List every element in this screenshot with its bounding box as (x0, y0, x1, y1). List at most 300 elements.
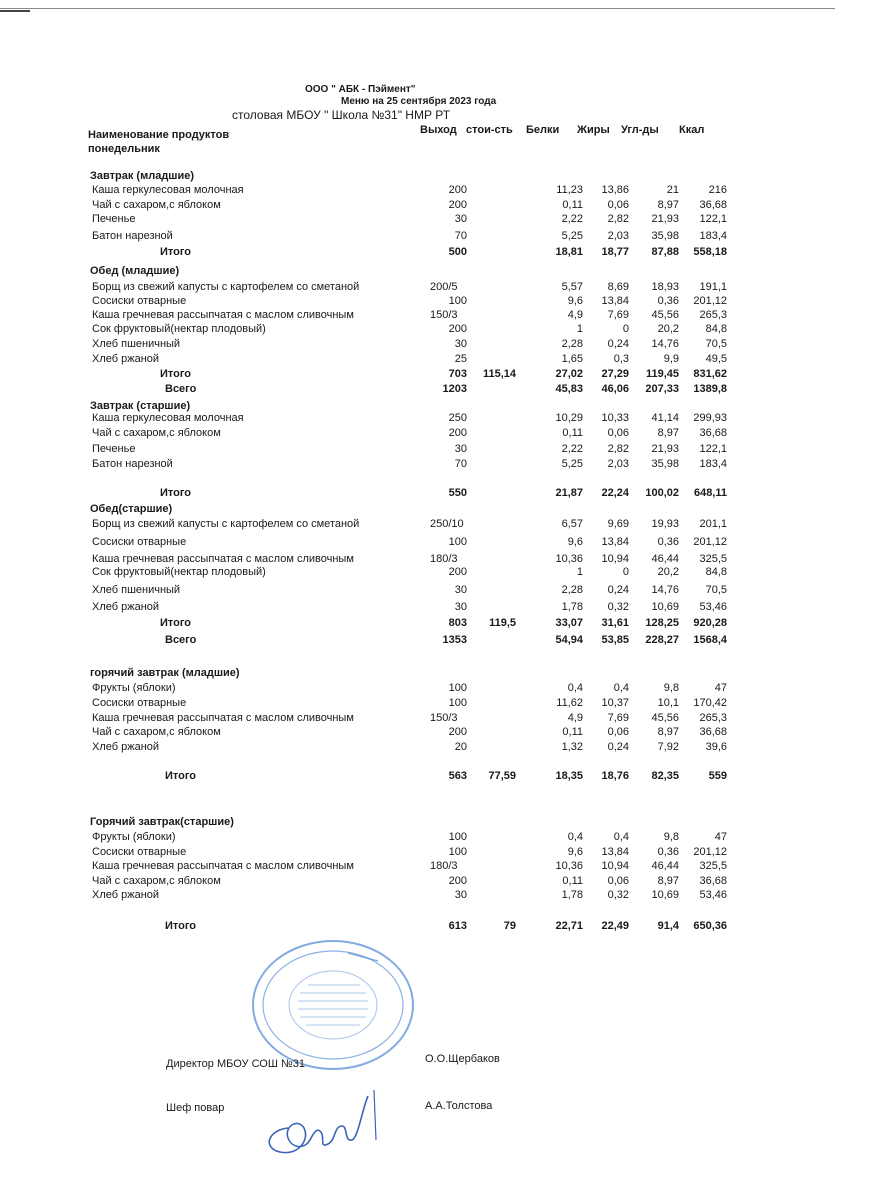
fat-value: 0,24 (607, 584, 629, 596)
table-row (0, 697, 873, 712)
total-row (0, 770, 873, 785)
carbs-value: 82,35 (651, 770, 679, 782)
protein-value: 0,11 (562, 875, 583, 887)
protein-value: 0,4 (567, 831, 583, 843)
kcal-value: 84,8 (705, 566, 727, 578)
product-name: Сосиски отварные (92, 295, 187, 307)
carbs-value: 8,97 (657, 726, 679, 738)
column-header-kcal: Ккал (679, 124, 705, 136)
product-name: Сосиски отварные (92, 697, 187, 709)
kcal-value: 201,12 (693, 295, 727, 307)
product-name: Хлеб ржаной (92, 353, 160, 365)
product-name: Сок фруктовый(нектар плодовый) (92, 566, 266, 578)
output-value: 100 (448, 697, 467, 709)
carbs-value: 87,88 (651, 246, 679, 258)
table-row (0, 338, 873, 353)
fat-value: 0 (622, 323, 629, 335)
carbs-value: 45,56 (651, 712, 679, 724)
chef-signature (258, 1090, 388, 1160)
output-value: 25 (454, 353, 467, 365)
total-row (0, 368, 873, 383)
section-header-row (0, 503, 873, 518)
carbs-value: 8,97 (657, 875, 679, 887)
kcal-value: 49,5 (705, 353, 727, 365)
company-name: ООО " АБК - Пэймент" (305, 84, 416, 95)
fat-value: 13,84 (601, 846, 629, 858)
product-name: Итого (160, 246, 192, 258)
column-header-carbs: Угл-ды (621, 124, 659, 136)
school-seal-stamp (248, 935, 418, 1075)
fat-value: 0,32 (607, 889, 629, 901)
protein-value: 11,62 (556, 697, 583, 709)
product-name: Каша гречневая рассыпчатая с маслом сливочным (92, 712, 354, 724)
kcal-value: 47 (714, 831, 727, 843)
protein-value: 27,02 (555, 368, 583, 380)
output-value: 200 (448, 566, 467, 578)
table-row (0, 682, 873, 697)
kcal-value: 831,62 (693, 368, 727, 380)
product-name: Сосиски отварные (92, 536, 187, 548)
kcal-value: 36,68 (699, 427, 727, 439)
fat-value: 18,77 (601, 246, 629, 258)
fat-value: 0,06 (607, 726, 629, 738)
output-value: 150/3 (430, 712, 458, 724)
output-value: 250/10 (430, 518, 464, 530)
carbs-value: 10,69 (651, 889, 679, 901)
kcal-value: 558,18 (693, 246, 727, 258)
output-value: 30 (454, 338, 467, 350)
product-name: Завтрак (младшие) (90, 170, 195, 182)
protein-value: 10,36 (555, 860, 583, 872)
kcal-value: 201,1 (699, 518, 727, 530)
output-value: 200 (448, 726, 467, 738)
table-row (0, 584, 873, 599)
carbs-value: 21 (666, 184, 679, 196)
protein-value: 4,9 (567, 712, 583, 724)
fat-value: 0,32 (607, 601, 629, 613)
total-row (0, 487, 873, 502)
output-value: 30 (454, 213, 467, 225)
total-row (0, 617, 873, 632)
carbs-value: 19,93 (651, 518, 679, 530)
carbs-value: 0,36 (657, 536, 679, 548)
product-name: Чай с сахаром,с яблоком (92, 726, 221, 738)
fat-value: 0,06 (607, 199, 629, 211)
carbs-value: 228,27 (645, 634, 679, 646)
fat-value: 0,24 (607, 741, 629, 753)
column-header-name-label: Наименование продуктов (88, 129, 230, 141)
fat-value: 0,3 (613, 353, 629, 365)
kcal-value: 70,5 (705, 584, 727, 596)
protein-value: 9,6 (567, 536, 583, 548)
fat-value: 0,4 (613, 831, 629, 843)
fat-value: 0,06 (607, 427, 629, 439)
output-value: 200 (448, 199, 467, 211)
protein-value: 21,87 (555, 487, 583, 499)
kcal-value: 53,46 (699, 601, 727, 613)
kcal-value: 650,36 (693, 920, 727, 932)
table-row (0, 230, 873, 245)
protein-value: 0,11 (562, 726, 583, 738)
table-row (0, 846, 873, 861)
protein-value: 18,35 (555, 770, 583, 782)
output-value: 30 (454, 443, 467, 455)
product-name: Хлеб пшеничный (92, 584, 181, 596)
fat-value: 27,29 (601, 368, 629, 380)
carbs-value: 9,8 (663, 831, 679, 843)
protein-value: 33,07 (555, 617, 583, 629)
kcal-value: 1568,4 (693, 634, 727, 646)
carbs-value: 91,4 (657, 920, 679, 932)
product-name: Каша гречневая рассыпчатая с маслом сливочным (92, 860, 354, 872)
protein-value: 1 (576, 566, 583, 578)
output-value: 250 (448, 412, 467, 424)
kcal-value: 170,42 (693, 697, 727, 709)
table-row (0, 412, 873, 427)
protein-value: 9,6 (567, 846, 583, 858)
carbs-value: 35,98 (651, 230, 679, 242)
protein-value: 0,11 (562, 199, 583, 211)
output-value: 200 (448, 875, 467, 887)
protein-value: 5,25 (561, 458, 583, 470)
director-label: Директор МБОУ СОШ №31 (166, 1058, 306, 1070)
kcal-value: 36,68 (699, 199, 727, 211)
table-row (0, 184, 873, 199)
output-value: 70 (454, 458, 467, 470)
output-value: 500 (448, 246, 467, 258)
product-name: Борщ из свежий капусты с картофелем со сметаной (92, 518, 360, 530)
section-header-row (0, 816, 873, 831)
product-name: Чай с сахаром,с яблоком (92, 875, 221, 887)
product-name: Итого (160, 617, 192, 629)
product-name: Итого (165, 920, 197, 932)
output-value: 200 (448, 427, 467, 439)
fat-value: 31,61 (601, 617, 629, 629)
director-name: О.О.Щербаков (425, 1053, 500, 1065)
column-header-day: понедельник (88, 143, 160, 155)
protein-value: 9,6 (567, 295, 583, 307)
product-name: Итого (165, 770, 197, 782)
fat-value: 10,94 (601, 860, 629, 872)
output-value: 150/3 (430, 309, 458, 321)
chef-label: Шеф повар (166, 1102, 225, 1114)
scan-edge-line (0, 8, 835, 9)
carbs-value: 0,36 (657, 295, 679, 307)
product-name: Батон нарезной (92, 458, 173, 470)
product-name: Хлеб ржаной (92, 741, 160, 753)
carbs-value: 35,98 (651, 458, 679, 470)
table-row (0, 353, 873, 368)
section-header-row (0, 265, 873, 280)
kcal-value: 559 (708, 770, 727, 782)
table-row (0, 295, 873, 310)
product-name: Итого (160, 487, 192, 499)
table-row (0, 536, 873, 551)
product-name: Сосиски отварные (92, 846, 187, 858)
column-header-cost: стои-сть (466, 124, 513, 136)
fat-value: 0,24 (607, 338, 629, 350)
column-header-protein: Белки (526, 124, 560, 136)
output-value: 100 (448, 846, 467, 858)
carbs-value: 128,25 (645, 617, 679, 629)
kcal-value: 36,68 (699, 726, 727, 738)
protein-value: 1 (576, 323, 583, 335)
fat-value: 9,69 (607, 518, 629, 530)
product-name: Хлеб ржаной (92, 889, 160, 901)
table-row (0, 726, 873, 741)
carbs-value: 21,93 (651, 213, 679, 225)
output-value: 100 (448, 536, 467, 548)
output-value: 563 (448, 770, 467, 782)
carbs-value: 14,76 (651, 584, 679, 596)
output-value: 703 (448, 368, 467, 380)
product-name: Итого (160, 368, 192, 380)
product-name: Чай с сахаром,с яблоком (92, 199, 221, 211)
fat-value: 2,03 (607, 458, 629, 470)
carbs-value: 0,36 (657, 846, 679, 858)
protein-value: 2,28 (561, 584, 583, 596)
table-row (0, 213, 873, 228)
carbs-value: 20,2 (657, 566, 679, 578)
kcal-value: 325,5 (699, 860, 727, 872)
column-header-output: Выход (420, 124, 457, 136)
total-row (0, 246, 873, 261)
table-row (0, 281, 873, 296)
carbs-value: 7,92 (657, 741, 679, 753)
carbs-value: 45,56 (651, 309, 679, 321)
fat-value: 2,82 (607, 213, 629, 225)
cost-value: 115,14 (482, 368, 516, 380)
protein-value: 18,81 (555, 246, 583, 258)
table-row (0, 860, 873, 875)
carbs-value: 207,33 (645, 383, 679, 395)
fat-value: 10,94 (601, 553, 629, 565)
kcal-value: 183,4 (699, 458, 727, 470)
product-name: Печенье (92, 443, 136, 455)
carbs-value: 8,97 (657, 199, 679, 211)
kcal-value: 39,6 (705, 741, 727, 753)
fat-value: 22,49 (601, 920, 629, 932)
protein-value: 5,25 (561, 230, 583, 242)
output-value: 100 (448, 295, 467, 307)
menu-date: Меню на 25 сентября 2023 года (341, 96, 497, 107)
kcal-value: 201,12 (693, 536, 727, 548)
product-name: Всего (165, 383, 197, 395)
kcal-value: 648,11 (693, 487, 727, 499)
kcal-value: 47 (714, 682, 727, 694)
kcal-value: 122,1 (699, 213, 727, 225)
product-name: Хлеб пшеничный (92, 338, 181, 350)
product-name: Каша геркулесовая молочная (92, 412, 244, 424)
fat-value: 7,69 (607, 309, 629, 321)
table-row (0, 601, 873, 616)
kcal-value: 265,3 (699, 712, 727, 724)
product-name: Фрукты (яблоки) (92, 682, 176, 694)
protein-value: 2,22 (561, 443, 583, 455)
scan-edge-mark (0, 10, 30, 12)
protein-value: 2,22 (561, 213, 583, 225)
kcal-value: 183,4 (699, 230, 727, 242)
fat-value: 46,06 (601, 383, 629, 395)
table-row (0, 323, 873, 338)
product-name: Фрукты (яблоки) (92, 831, 176, 843)
table-row (0, 875, 873, 890)
carbs-value: 41,14 (651, 412, 679, 424)
carbs-value: 119,45 (645, 368, 679, 380)
output-value: 200 (448, 184, 467, 196)
total-row (0, 634, 873, 649)
carbs-value: 46,44 (651, 860, 679, 872)
kcal-value: 920,28 (693, 617, 727, 629)
output-value: 1203 (442, 383, 467, 395)
column-header-name (88, 128, 229, 156)
kcal-value: 201,12 (693, 846, 727, 858)
fat-value: 53,85 (601, 634, 629, 646)
kcal-value: 265,3 (699, 309, 727, 321)
output-value: 803 (448, 617, 467, 629)
carbs-value: 10,1 (657, 697, 679, 709)
fat-value: 18,76 (601, 770, 629, 782)
product-name: Горячий завтрак(старшие) (90, 816, 234, 828)
section-header-row (0, 667, 873, 682)
product-name: Батон нарезной (92, 230, 173, 242)
kcal-value: 122,1 (699, 443, 727, 455)
output-value: 550 (448, 487, 467, 499)
kcal-value: 84,8 (705, 323, 727, 335)
product-name: Хлеб ржаной (92, 601, 160, 613)
protein-value: 1,32 (561, 741, 583, 753)
table-row (0, 199, 873, 214)
product-name: Обед (младшие) (90, 265, 180, 277)
kcal-value: 36,68 (699, 875, 727, 887)
protein-value: 11,23 (556, 184, 583, 196)
table-row (0, 889, 873, 904)
table-row (0, 309, 873, 324)
protein-value: 0,4 (567, 682, 583, 694)
protein-value: 45,83 (555, 383, 583, 395)
fat-value: 2,03 (607, 230, 629, 242)
kcal-value: 299,93 (693, 412, 727, 424)
table-row (0, 458, 873, 473)
kcal-value: 191,1 (699, 281, 727, 293)
carbs-value: 9,9 (663, 353, 679, 365)
kcal-value: 325,5 (699, 553, 727, 565)
kcal-value: 53,46 (699, 889, 727, 901)
product-name: Чай с сахаром,с яблоком (92, 427, 221, 439)
table-row (0, 741, 873, 756)
cost-value: 119,5 (489, 617, 516, 629)
product-name: Каша геркулесовая молочная (92, 184, 244, 196)
output-value: 20 (454, 741, 467, 753)
product-name: Обед(старшие) (90, 503, 173, 515)
protein-value: 5,57 (561, 281, 583, 293)
output-value: 30 (454, 889, 467, 901)
product-name: Каша гречневая рассыпчатая с маслом сливочным (92, 553, 354, 565)
protein-value: 54,94 (555, 634, 583, 646)
carbs-value: 100,02 (645, 487, 679, 499)
table-row (0, 566, 873, 581)
output-value: 613 (448, 920, 467, 932)
fat-value: 13,84 (601, 295, 629, 307)
protein-value: 2,28 (561, 338, 583, 350)
total-row (0, 383, 873, 398)
product-name: Завтрак (старшие) (90, 400, 191, 412)
product-name: Всего (165, 634, 197, 646)
fat-value: 10,33 (601, 412, 629, 424)
protein-value: 1,65 (561, 353, 583, 365)
kcal-value: 216 (708, 184, 727, 196)
table-row (0, 831, 873, 846)
column-header-fat: Жиры (577, 124, 610, 136)
output-value: 100 (448, 682, 467, 694)
fat-value: 22,24 (601, 487, 629, 499)
carbs-value: 10,69 (651, 601, 679, 613)
table-row (0, 712, 873, 727)
fat-value: 10,37 (601, 697, 629, 709)
product-name: Сок фруктовый(нектар плодовый) (92, 323, 266, 335)
protein-value: 10,29 (555, 412, 583, 424)
fat-value: 7,69 (607, 712, 629, 724)
fat-value: 0 (622, 566, 629, 578)
cost-value: 79 (503, 920, 516, 932)
product-name: Борщ из свежий капусты с картофелем со сметаной (92, 281, 360, 293)
protein-value: 1,78 (561, 889, 583, 901)
output-value: 70 (454, 230, 467, 242)
protein-value: 10,36 (555, 553, 583, 565)
table-row (0, 443, 873, 458)
kcal-value: 1389,8 (693, 383, 727, 395)
product-name: Печенье (92, 213, 136, 225)
protein-value: 1,78 (561, 601, 583, 613)
fat-value: 0,06 (607, 875, 629, 887)
output-value: 100 (448, 831, 467, 843)
output-value: 180/3 (430, 860, 458, 872)
canteen-name: столовая МБОУ " Школа №31" НМР РТ (232, 108, 451, 122)
protein-value: 4,9 (567, 309, 583, 321)
protein-value: 22,71 (555, 920, 583, 932)
fat-value: 13,84 (601, 536, 629, 548)
chef-name: А.А.Толстова (425, 1100, 493, 1112)
kcal-value: 70,5 (705, 338, 727, 350)
table-row (0, 518, 873, 533)
cost-value: 77,59 (488, 770, 516, 782)
product-name: Каша гречневая рассыпчатая с маслом сливочным (92, 309, 354, 321)
carbs-value: 46,44 (651, 553, 679, 565)
carbs-value: 14,76 (651, 338, 679, 350)
output-value: 180/3 (430, 553, 458, 565)
protein-value: 0,11 (562, 427, 583, 439)
fat-value: 0,4 (613, 682, 629, 694)
carbs-value: 9,8 (663, 682, 679, 694)
output-value: 1353 (442, 634, 467, 646)
carbs-value: 21,93 (651, 443, 679, 455)
output-value: 30 (454, 584, 467, 596)
fat-value: 8,69 (607, 281, 629, 293)
table-row (0, 427, 873, 442)
output-value: 200/5 (430, 281, 458, 293)
carbs-value: 8,97 (657, 427, 679, 439)
product-name: горячий завтрак (младшие) (90, 667, 240, 679)
section-header-row (0, 170, 873, 185)
carbs-value: 20,2 (657, 323, 679, 335)
protein-value: 6,57 (561, 518, 583, 530)
carbs-value: 18,93 (651, 281, 679, 293)
fat-value: 13,86 (601, 184, 629, 196)
output-value: 200 (448, 323, 467, 335)
output-value: 30 (454, 601, 467, 613)
fat-value: 2,82 (607, 443, 629, 455)
total-row (0, 920, 873, 935)
